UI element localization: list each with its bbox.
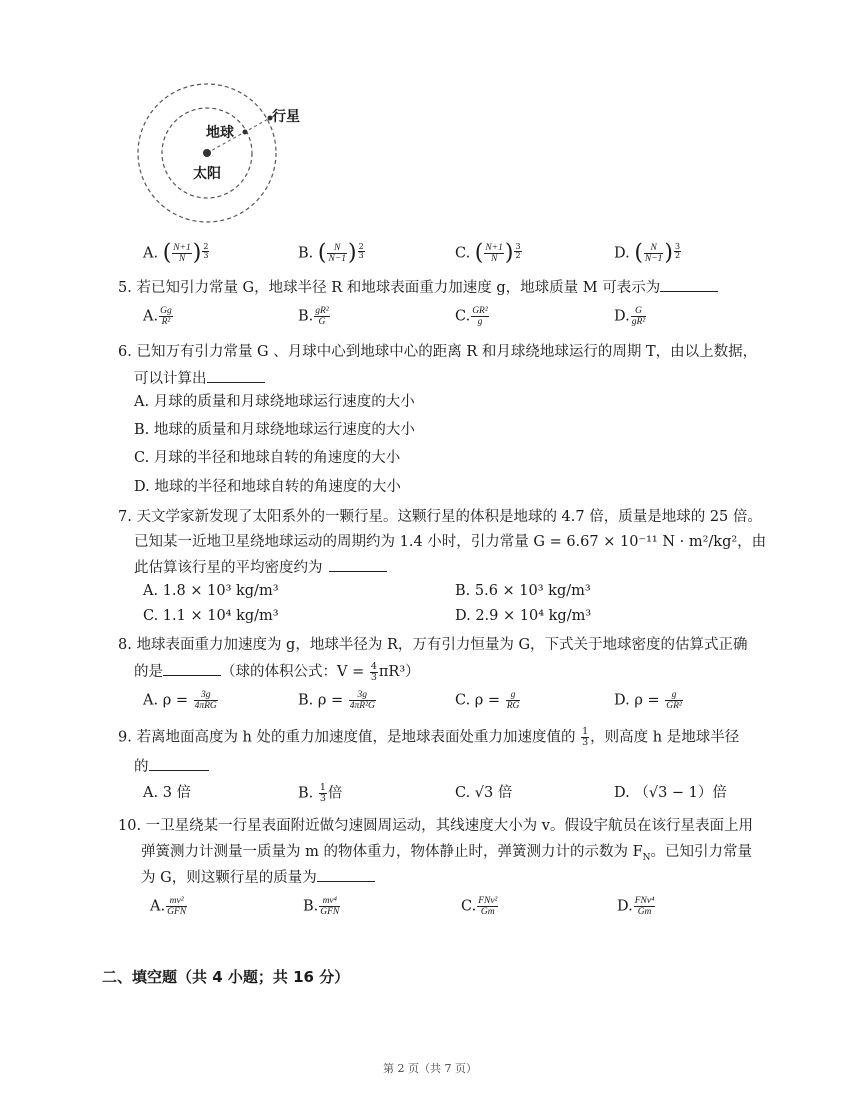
q4-option-c: C. ( $\frac{N+1}{N}$ ) $\frac{3}{2}$: [455, 240, 521, 266]
q10-stem-line2: 弹簧测力计测量一质量为 m 的物体重力，物体静止时，弹簧测力计的示数为 $F_N$。已知引力常量: [141, 844, 753, 863]
q7-option-b: B. 5.6 × 10³ kg/m³: [455, 583, 591, 599]
q6-option-b: B. 地球的质量和月球绕地球运行速度的大小: [134, 422, 415, 438]
q9-stem-line2: 的: [134, 756, 209, 777]
q10-stem-line3: 为 G，则这颗行星的质量为: [141, 867, 375, 888]
q8-stem-line2: 的是 （球的体积公式：V = $\frac{4}{3}$ πR³）: [134, 660, 420, 683]
q10-option-c: C. $\frac{\text{FNv²}}{Gm}$: [461, 896, 498, 917]
q10-option-d: D. $\frac{\text{FNv⁴}}{Gm}$: [617, 896, 655, 917]
q7-option-c: C. 1.1 × 10⁴ kg/m³: [143, 608, 279, 624]
q5-option-a: A. $\frac{Gg}{\text{R²}}$: [143, 306, 172, 327]
q4-option-b: B. ( $\frac{N}{N-1}$ ) $\frac{2}{3}$: [298, 240, 364, 266]
sun-dot: [203, 149, 211, 157]
q9-option-b: B. $\frac{1}{3}$ 倍: [298, 782, 343, 804]
q5-option-d: D. $\frac{G}{\text{gR²}}$: [614, 306, 646, 327]
q6-option-c: C. 月球的半径和地球自转的角速度的大小: [134, 450, 401, 466]
sun-label: 太阳: [193, 166, 221, 182]
planet-label: 行星: [272, 109, 300, 125]
q7-stem-line1: 7. 天文学家新发现了太阳系外的一颗行星。这颗行星的体积是地球的 4.7 倍，质量是地球的 25 倍。: [118, 509, 762, 525]
q9-option-a: A. 3 倍: [143, 785, 192, 801]
orbit-diagram: [130, 80, 310, 240]
q8-option-d: D. ρ = $\frac{g}{\text{GR²}}$: [614, 690, 682, 711]
q6-option-d: D. 地球的半径和地球自转的角速度的大小: [134, 479, 401, 495]
q9-option-c: C. √3 倍: [455, 785, 513, 801]
q10-option-a: A. $\frac{\text{mv²}}{\text{GFN}}$: [150, 896, 187, 917]
q6-option-a: A. 月球的质量和月球绕地球运行速度的大小: [134, 394, 415, 410]
earth-label: 地球: [206, 125, 234, 141]
q9-stem-line1: 9. 若离地面高度为 h 处的重力加速度值，是地球表面处重力加速度值的 $\frac{1}{3}$ ，则高度 h 是地球半径: [118, 726, 740, 748]
q6-stem-line2: 可以计算出: [134, 368, 265, 389]
q7-option-d: D. 2.9 × 10⁴ kg/m³: [455, 608, 592, 624]
q7-stem-line3: 此估算该行星的平均密度约为: [134, 557, 387, 578]
q7-stem-line2: 已知某一近地卫星绕地球运动的周期约为 1.4 小时，引力常量 G = 6.67 × 10⁻¹¹ N · m²/kg²，由: [134, 534, 767, 550]
q8-option-a: A. ρ = $\frac{3g}{\text{4πRG}}$: [143, 690, 217, 711]
q6-stem-line1: 6. 已知万有引力常量 G 、月球中心到地球中心的距离 R 和月球绕地球运行的周期 T，由以上数据，: [118, 344, 758, 360]
q5-stem: 5. 若已知引力常量 G，地球半径 R 和地球表面重力加速度 g，地球质量 M 可表示为: [118, 277, 718, 298]
q8-stem-line1: 8. 地球表面重力加速度为 g，地球半径为 R，万有引力恒量为 G，下式关于地球密度的估算式正确: [118, 637, 748, 653]
earth-dot: [243, 130, 248, 135]
q8-option-c: C. ρ = $\frac{g}{RG}$: [455, 690, 520, 711]
q8-option-b: B. ρ = $\frac{3g}{\text{4πR²G}}$: [298, 690, 375, 711]
q4-option-a: A. ( $\frac{N+1}{N}$ ) $\frac{2}{3}$: [143, 240, 209, 266]
q10-stem-line1: 10. 一卫星绕某一行星表面附近做匀速圆周运动，其线速度大小为 v。假设宇航员在该行星表面上用: [118, 818, 753, 834]
section-heading: 二、填空题（共 4 小题；共 16 分）: [102, 968, 350, 986]
page-footer: 第 2 页（共 7 页）: [383, 1062, 477, 1075]
q5-option-b: B. $\frac{\text{gR²}}{G}$: [298, 306, 329, 327]
q9-option-d: D. （√3 − 1）倍: [614, 785, 727, 801]
q7-option-a: A. 1.8 × 10³ kg/m³: [143, 583, 279, 599]
q5-option-c: C. $\frac{\text{GR²}}{g}$: [455, 306, 488, 327]
q10-option-b: B. $\frac{\text{mv⁴}}{\text{GFN}}$: [303, 896, 340, 917]
q4-option-d: D. ( $\frac{N}{N-1}$ ) $\frac{3}{2}$: [614, 240, 681, 266]
